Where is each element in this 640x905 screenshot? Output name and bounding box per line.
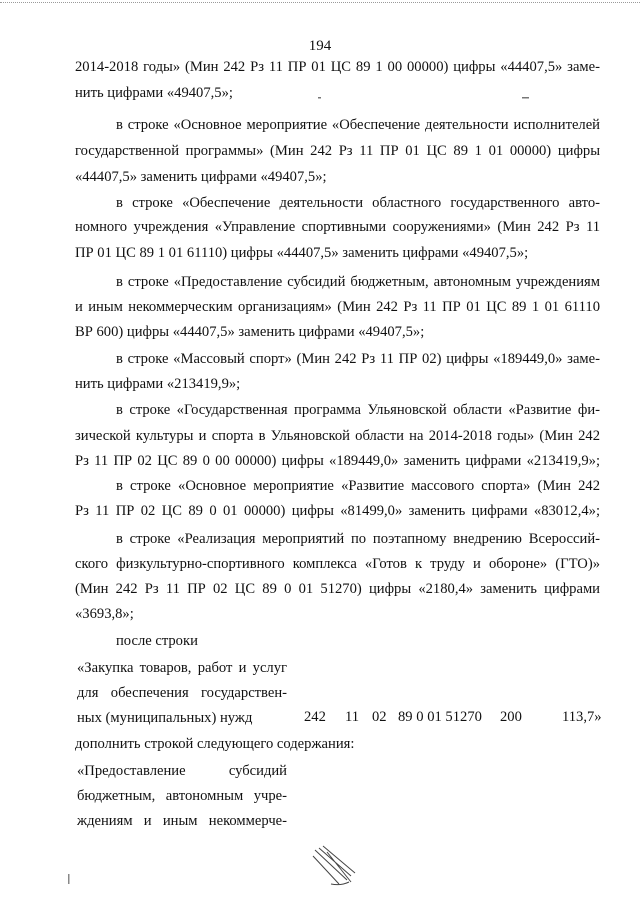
text-line: дополнить строкой следующего содержания: [75, 736, 355, 752]
table-cell-name: ждениям и иным некоммерче- [77, 813, 287, 829]
text-line: и иным некоммерческим организациям» (Мин 242 Рз 11 ПР 01 ЦС 89 1 01 61110 [75, 299, 600, 315]
text-line: ПР 01 ЦС 89 1 01 61110) цифры «44407,5» заменить цифрами «49407,5»; [75, 245, 529, 261]
text-line: «44407,5» заменить цифрами «49407,5»; [75, 169, 327, 185]
table-row [76, 709, 600, 729]
text-line: Рз 11 ПР 02 ЦС 89 0 01 00000) цифры «81499,0» заменить цифрами «83012,4»; [75, 503, 600, 519]
table-cell-name: бюджетным, автономным учре- [77, 788, 287, 804]
text-line: в строке «Предоставление субсидий бюджетным, автономным учреждениям [116, 274, 600, 290]
scan-specks [300, 92, 560, 106]
signature-scribble [305, 840, 365, 890]
scan-edge-line [0, 2, 640, 9]
table-cell-pr: 02 [372, 709, 387, 725]
text-line: (Мин 242 Рз 11 ПР 02 ЦС 89 0 01 51270) цифры «2180,4» заменить цифрами [75, 581, 600, 597]
table-cell-name: «Предоставление субсидий [77, 763, 287, 779]
table-cell-name: «Закупка товаров, работ и услуг [77, 660, 287, 676]
text-line: в строке «Реализация мероприятий по поэтапному внедрению Всероссий- [116, 531, 600, 547]
text-line: в строке «Массовый спорт» (Мин 242 Рз 11 ПР 02) цифры «189449,0» заме- [116, 351, 600, 367]
table-cell-name: ных (муниципальных) нужд [77, 710, 253, 726]
text-line: ВР 600) цифры «44407,5» заменить цифрами «49407,5»; [75, 324, 425, 340]
text-line: Рз 11 ПР 02 ЦС 89 0 00 00000) цифры «189449,0» заменить цифрами «213419,9»; [75, 453, 600, 469]
table-cell-amount: 113,7» [562, 709, 602, 725]
page-number: 194 [308, 38, 332, 54]
text-line: 2014-2018 годы» (Мин 242 Рз 11 ПР 01 ЦС 89 1 00 00000) цифры «44407,5» заме- [75, 59, 600, 75]
text-line: государственной программы» (Мин 242 Рз 11 ПР 01 ЦС 89 1 01 00000) цифры [75, 143, 600, 159]
table-cell-rz: 11 [345, 709, 360, 725]
text-line: номного учреждения «Управление спортивными сооружениями» (Мин 242 Рз 11 [75, 219, 600, 235]
table-cell-vr: 200 [500, 709, 522, 725]
text-line: в строке «Основное мероприятие «Обеспечение деятельности исполнителей [116, 117, 600, 133]
scan-speck [64, 872, 74, 892]
text-line: «3693,8»; [75, 606, 134, 622]
text-line: в строке «Обеспечение деятельности областного государственного авто- [116, 195, 600, 211]
table-cell-cs: 89 0 01 51270 [398, 709, 482, 725]
text-line: после строки [116, 633, 198, 649]
text-line: нить цифрами «213419,9»; [75, 376, 241, 392]
text-line: нить цифрами «49407,5»; [75, 85, 233, 101]
table-cell-name: для обеспечения государствен- [77, 685, 287, 701]
text-line: ского физкультурно-спортивного комплекса «Готов к труду и обороне» (ГТО)» [75, 556, 600, 572]
text-line: в строке «Основное мероприятие «Развитие массового спорта» (Мин 242 [116, 478, 600, 494]
text-line: зической культуры и спорта в Ульяновской области на 2014-2018 годы» (Мин 242 [75, 428, 600, 444]
text-line: в строке «Государственная программа Ульяновской области «Развитие фи- [116, 402, 600, 418]
table-cell-min: 242 [304, 709, 326, 725]
